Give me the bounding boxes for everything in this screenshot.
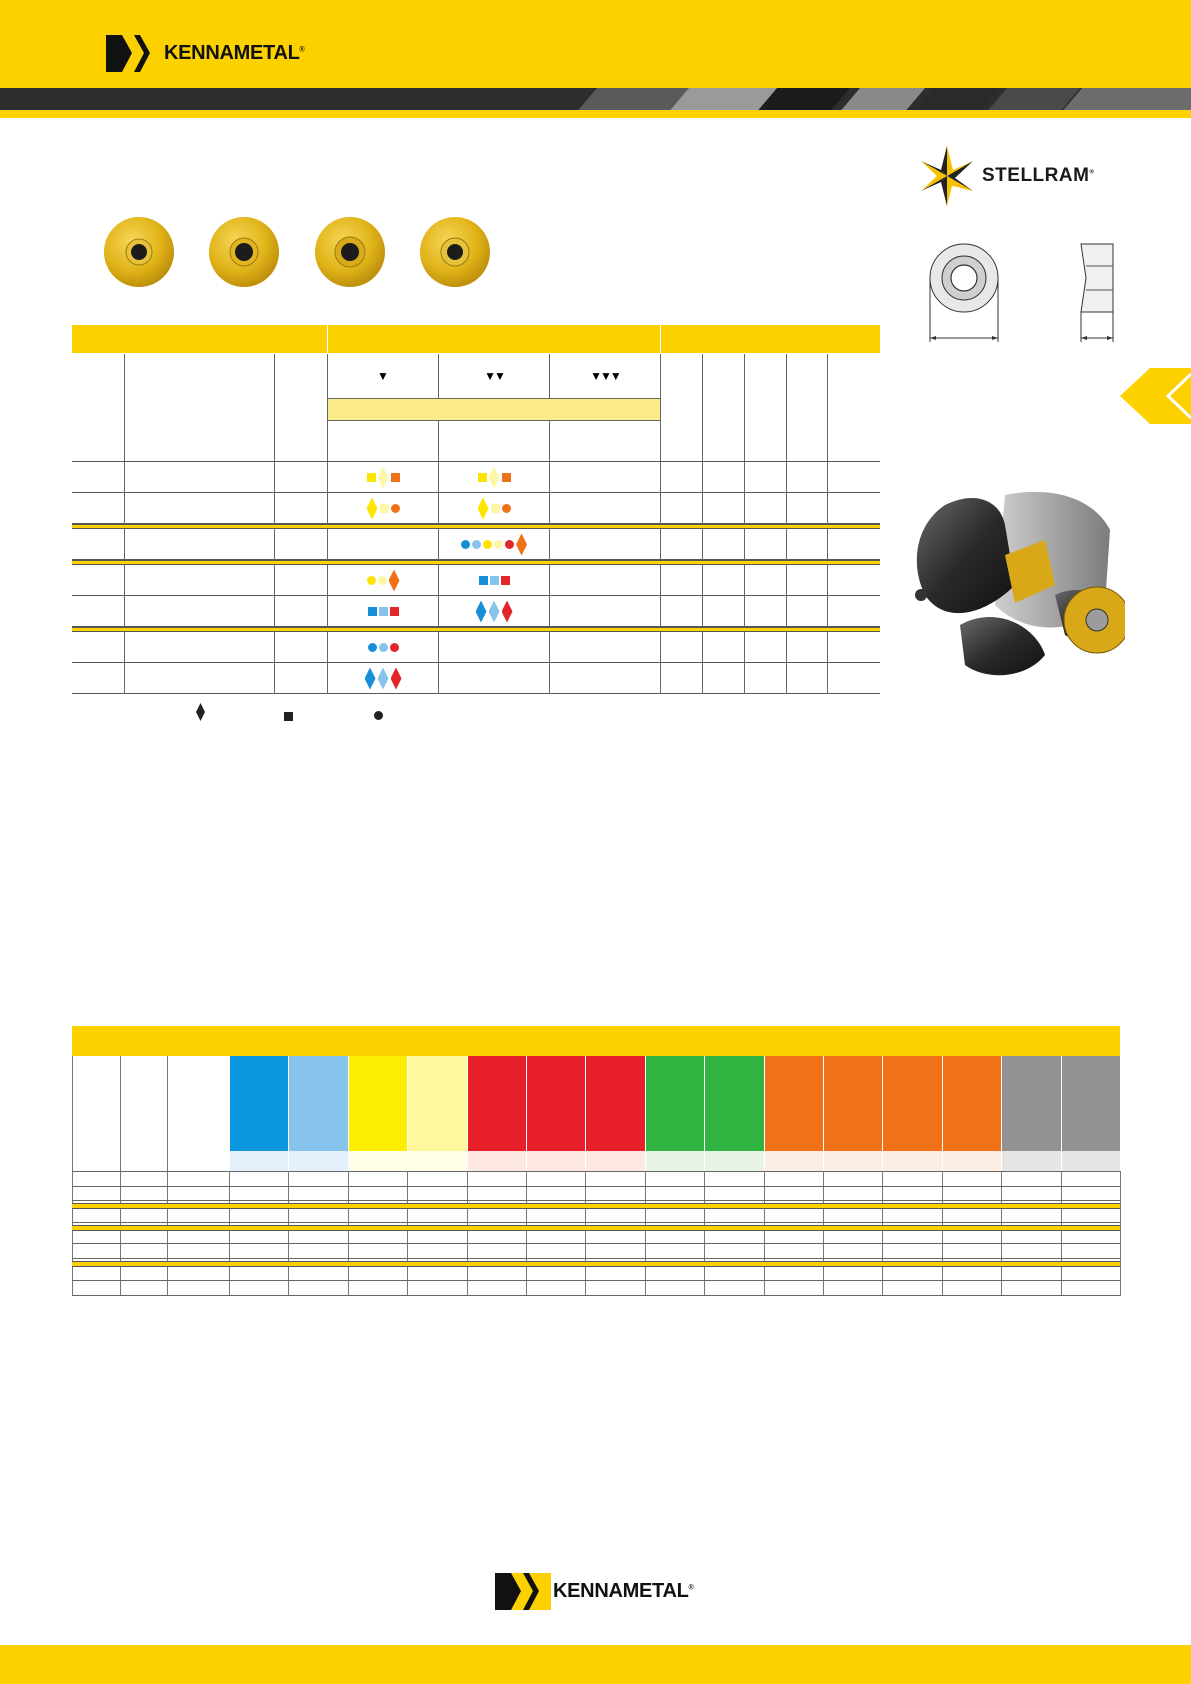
grade-row-line [72, 1243, 1120, 1244]
grade-column-line [288, 1171, 289, 1296]
section-tab-arrow [1120, 368, 1191, 424]
grade-column-line [764, 1171, 765, 1296]
grade-column-line [704, 1171, 705, 1296]
grade-row-line [72, 1280, 1120, 1281]
diamond-symbol [516, 534, 527, 556]
top-table-row [72, 632, 880, 663]
grade-color-header [289, 1056, 347, 1171]
dot-symbol [378, 576, 387, 585]
grade-color-header [883, 1056, 941, 1171]
top-table-header-band [72, 325, 880, 353]
square-symbol [391, 473, 400, 482]
grade-symbol-cell [328, 462, 438, 493]
top-table-row [72, 462, 880, 493]
grade-column-line [407, 1171, 408, 1296]
grade-pale-band [230, 1151, 288, 1171]
grade-column-line [167, 1056, 168, 1296]
grade-symbol-cell [439, 663, 549, 694]
grade-column-line [120, 1056, 121, 1296]
square-symbol [380, 504, 389, 513]
kennametal-k-icon [106, 35, 162, 72]
grade-color-header [230, 1056, 288, 1171]
top-table-row [72, 529, 880, 560]
footer-kennametal-wordmark: KENNAMETAL® [553, 1580, 694, 1602]
dot-symbol [483, 540, 492, 549]
grade-pale-band [408, 1151, 466, 1171]
grade-symbol-cell [439, 462, 549, 493]
grade-symbol-cell [439, 493, 549, 524]
grade-column-line [348, 1171, 349, 1296]
grade-row-line [72, 1200, 1120, 1201]
top-table-header-divider [660, 325, 661, 353]
square-symbol [502, 473, 511, 482]
grade-color-header [527, 1056, 585, 1171]
grade-pale-band [289, 1151, 347, 1171]
grade-column-line [1001, 1171, 1002, 1296]
grade-symbol-cell [328, 663, 438, 694]
top-table-row [72, 493, 880, 524]
stellram-logo [914, 143, 1094, 209]
stellram-wordmark: STELLRAM® [982, 165, 1095, 186]
diamond-symbol [502, 601, 513, 623]
diamond-symbol [367, 498, 378, 520]
grade-column-line [526, 1171, 527, 1296]
milling-cutter-photo [905, 485, 1125, 685]
insert-2 [209, 217, 279, 287]
grade-color-header [468, 1056, 526, 1171]
diamond-symbol [489, 467, 500, 489]
square-symbol [491, 504, 500, 513]
grade-column-line [1061, 1171, 1062, 1296]
insert-4 [420, 217, 490, 287]
insert-photos [102, 215, 502, 290]
square-symbol [478, 473, 487, 482]
grade-symbol-cell [328, 565, 438, 596]
diamond-symbol [378, 467, 389, 489]
insert-photo-row [102, 215, 502, 290]
grade-pale-band [646, 1151, 704, 1171]
dot-symbol [391, 504, 400, 513]
kennametal-wordmark: KENNAMETAL® [164, 42, 305, 64]
footer-bar [0, 1645, 1191, 1684]
dot-symbol [379, 643, 388, 652]
grade-color-header [1062, 1056, 1120, 1171]
grade-row-line [72, 1258, 1120, 1259]
grade-column-line [1120, 1171, 1121, 1296]
legend-square [283, 708, 294, 726]
insert-technical-drawing [920, 238, 1120, 348]
legend-diamond [195, 703, 206, 721]
grade-color-header [1002, 1056, 1060, 1171]
diamond-symbol [378, 668, 389, 690]
diamond-symbol [476, 601, 487, 623]
grade-color-header [408, 1056, 466, 1171]
grade-color-header [765, 1056, 823, 1171]
dot-symbol [368, 643, 377, 652]
grade-pale-band [765, 1151, 823, 1171]
stellram-star-icon [914, 143, 980, 209]
grade-color-header [824, 1056, 882, 1171]
top-table-header-divider [327, 325, 328, 353]
top-table-row [72, 596, 880, 627]
square-symbol [501, 576, 510, 585]
diamond-symbol [478, 498, 489, 520]
dot-symbol [367, 576, 376, 585]
grade-pale-band [468, 1151, 526, 1171]
grade-column-line [585, 1171, 586, 1296]
grade-column-line [942, 1171, 943, 1296]
square-symbol [479, 576, 488, 585]
grade-color-header [943, 1056, 1001, 1171]
grade-column-line [882, 1171, 883, 1296]
footer-kennametal-logo [495, 1573, 693, 1610]
top-table-row [72, 663, 880, 694]
feed-heavy-symbol: ▼▼▼ [590, 369, 620, 383]
dot-symbol [472, 540, 481, 549]
kennametal-logo [106, 35, 304, 72]
grade-pale-band [943, 1151, 1001, 1171]
grade-color-header [646, 1056, 704, 1171]
grade-symbol-cell [439, 529, 549, 560]
grade-row-line [72, 1186, 1120, 1187]
square-symbol [390, 607, 399, 616]
legend-dot [373, 707, 384, 725]
grade-column-line [645, 1171, 646, 1296]
grade-symbol-cell [328, 529, 438, 560]
top-table-row [72, 565, 880, 596]
grade-column-line [72, 1056, 73, 1296]
grade-row-line [72, 1222, 1120, 1223]
grade-table-header-band [72, 1026, 1120, 1056]
square-symbol [379, 607, 388, 616]
dot-symbol [505, 540, 514, 549]
dot-symbol [390, 643, 399, 652]
insert-3 [315, 217, 385, 287]
feed-medium-symbol: ▼▼ [484, 369, 504, 383]
diamond-symbol [389, 570, 400, 592]
grade-color-header [349, 1056, 407, 1171]
grade-symbol-cell [439, 596, 549, 627]
grade-color-header [586, 1056, 644, 1171]
diamond-symbol [365, 668, 376, 690]
footer-kennametal-k-icon [495, 1573, 551, 1610]
grade-symbol-cell [328, 596, 438, 627]
grade-pale-band [883, 1151, 941, 1171]
grade-pale-band [527, 1151, 585, 1171]
grade-pale-band [586, 1151, 644, 1171]
grade-symbol-cell [439, 632, 549, 663]
diamond-symbol [489, 601, 500, 623]
top-table-header [72, 354, 880, 462]
grade-gold-divider [72, 1203, 1120, 1209]
grade-symbol-cell [439, 565, 549, 596]
grade-pale-band [824, 1151, 882, 1171]
header-stripe-accent [0, 110, 1191, 118]
grade-pale-band [349, 1151, 407, 1171]
grade-column-line [229, 1171, 230, 1296]
grade-pale-band [705, 1151, 763, 1171]
square-symbol [490, 576, 499, 585]
grade-pale-band [1002, 1151, 1060, 1171]
square-symbol [367, 473, 376, 482]
insert-1 [104, 217, 174, 287]
diamond-symbol [391, 668, 402, 690]
feed-sub-band [328, 398, 660, 421]
grade-pale-band [1062, 1151, 1120, 1171]
grade-column-line [823, 1171, 824, 1296]
grade-column-line [467, 1171, 468, 1296]
dot-symbol [494, 540, 503, 549]
dot-symbol [502, 504, 511, 513]
feed-light-symbol: ▼ [377, 369, 389, 383]
dot-symbol [461, 540, 470, 549]
grade-row-line [72, 1295, 1120, 1296]
grade-gold-divider [72, 1225, 1120, 1231]
grade-gold-divider [72, 1261, 1120, 1267]
grade-symbol-cell [328, 493, 438, 524]
square-symbol [368, 607, 377, 616]
grade-row-line [72, 1171, 1120, 1172]
grade-symbol-cell [328, 632, 438, 663]
grade-color-header [705, 1056, 763, 1171]
